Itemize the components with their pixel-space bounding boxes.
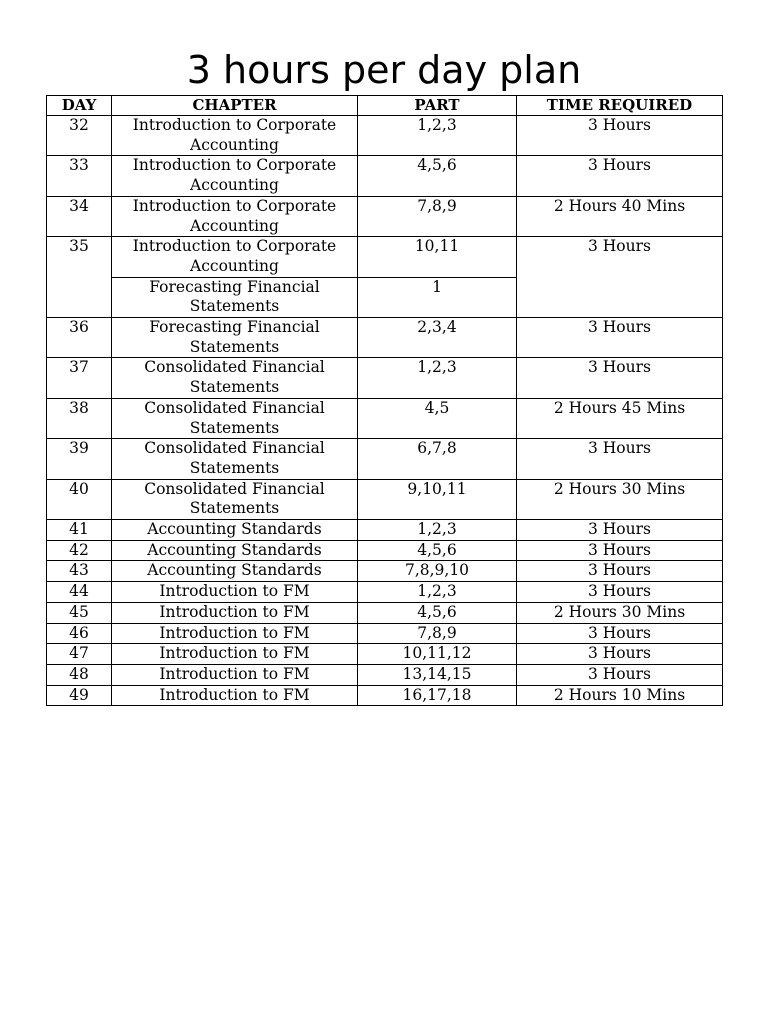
cell-time-required: 3 Hours: [517, 582, 723, 603]
table-header-row: [47, 96, 723, 116]
header-time-required: TIME REQUIRED: [517, 96, 723, 116]
cell-part: 1,2,3: [358, 520, 517, 541]
cell-chapter: Introduction to FM: [112, 582, 358, 603]
cell-day: 43: [47, 561, 112, 582]
cell-chapter: Introduction to Corporate Accounting: [112, 116, 358, 156]
cell-day: 45: [47, 602, 112, 623]
study-plan-table: [46, 95, 723, 706]
cell-time-required: 3 Hours: [517, 116, 723, 156]
cell-chapter: Consolidated Financial Statements: [112, 358, 358, 398]
cell-time-required: 2 Hours 40 Mins: [517, 196, 723, 236]
cell-chapter: Introduction to Corporate Accounting: [112, 237, 358, 277]
cell-day: 41: [47, 520, 112, 541]
cell-part: 4,5: [358, 398, 517, 438]
table-row: [47, 398, 723, 438]
table-row: [47, 237, 723, 277]
table-row: [47, 664, 723, 685]
cell-part: 2,3,4: [358, 318, 517, 358]
header-part: PART: [358, 96, 517, 116]
table-row: [47, 479, 723, 519]
cell-day: 37: [47, 358, 112, 398]
table-row: [47, 623, 723, 644]
table-row: [47, 540, 723, 561]
cell-part: 16,17,18: [358, 685, 517, 706]
cell-part: 1,2,3: [358, 582, 517, 603]
cell-day: 48: [47, 664, 112, 685]
cell-day: 44: [47, 582, 112, 603]
table-row: [47, 196, 723, 236]
cell-part: 1,2,3: [358, 358, 517, 398]
cell-chapter: Introduction to FM: [112, 602, 358, 623]
cell-day: 49: [47, 685, 112, 706]
cell-part: 6,7,8: [358, 439, 517, 479]
page-title: 3 hours per day plan: [186, 48, 582, 92]
cell-part: 7,8,9: [358, 623, 517, 644]
cell-part: 7,8,9,10: [358, 561, 517, 582]
table-body: [47, 116, 723, 706]
cell-part: 13,14,15: [358, 664, 517, 685]
cell-day: 36: [47, 318, 112, 358]
cell-time-required: 2 Hours 45 Mins: [517, 398, 723, 438]
cell-chapter: Consolidated Financial Statements: [112, 479, 358, 519]
cell-chapter: Forecasting Financial Statements: [112, 318, 358, 358]
cell-day: 40: [47, 479, 112, 519]
cell-chapter: Consolidated Financial Statements: [112, 398, 358, 438]
cell-chapter: Introduction to FM: [112, 644, 358, 665]
table-row: [47, 116, 723, 156]
cell-chapter: Accounting Standards: [112, 561, 358, 582]
cell-day: 33: [47, 156, 112, 196]
cell-day: 46: [47, 623, 112, 644]
cell-chapter: Introduction to Corporate Accounting: [112, 196, 358, 236]
table-row: [47, 561, 723, 582]
cell-chapter: Introduction to FM: [112, 623, 358, 644]
cell-part: 9,10,11: [358, 479, 517, 519]
cell-part: 4,5,6: [358, 156, 517, 196]
cell-chapter: Forecasting Financial Statements: [112, 277, 358, 317]
cell-part: 4,5,6: [358, 540, 517, 561]
table-row: [47, 439, 723, 479]
cell-part: 4,5,6: [358, 602, 517, 623]
cell-time-required: 3 Hours: [517, 664, 723, 685]
cell-chapter: Introduction to Corporate Accounting: [112, 156, 358, 196]
cell-time-required: 3 Hours: [517, 358, 723, 398]
cell-time-required: 3 Hours: [517, 237, 723, 318]
cell-time-required: 3 Hours: [517, 439, 723, 479]
cell-time-required: 3 Hours: [517, 156, 723, 196]
cell-time-required: 3 Hours: [517, 644, 723, 665]
table-row: [47, 156, 723, 196]
cell-part: 1,2,3: [358, 116, 517, 156]
cell-day: 47: [47, 644, 112, 665]
cell-time-required: 3 Hours: [517, 623, 723, 644]
cell-day: 38: [47, 398, 112, 438]
cell-chapter: Consolidated Financial Statements: [112, 439, 358, 479]
cell-day: 32: [47, 116, 112, 156]
cell-time-required: 3 Hours: [517, 540, 723, 561]
cell-chapter: Accounting Standards: [112, 540, 358, 561]
table-row: [47, 644, 723, 665]
cell-time-required: 2 Hours 30 Mins: [517, 479, 723, 519]
cell-time-required: 2 Hours 10 Mins: [517, 685, 723, 706]
cell-time-required: 3 Hours: [517, 318, 723, 358]
cell-part: 1: [358, 277, 517, 317]
cell-part: 10,11,12: [358, 644, 517, 665]
cell-chapter: Introduction to FM: [112, 685, 358, 706]
cell-part: 10,11: [358, 237, 517, 277]
cell-time-required: 3 Hours: [517, 520, 723, 541]
table-row: [47, 582, 723, 603]
table-row: [47, 520, 723, 541]
cell-chapter: Accounting Standards: [112, 520, 358, 541]
cell-day: 39: [47, 439, 112, 479]
table-row: [47, 358, 723, 398]
table-row: [47, 602, 723, 623]
cell-day: 35: [47, 237, 112, 318]
table-row: [47, 318, 723, 358]
header-day: DAY: [47, 96, 112, 116]
cell-part: 7,8,9: [358, 196, 517, 236]
cell-chapter: Introduction to FM: [112, 664, 358, 685]
cell-time-required: 3 Hours: [517, 561, 723, 582]
cell-day: 42: [47, 540, 112, 561]
header-chapter: CHAPTER: [112, 96, 358, 116]
table-row: [47, 685, 723, 706]
cell-time-required: 2 Hours 30 Mins: [517, 602, 723, 623]
cell-day: 34: [47, 196, 112, 236]
